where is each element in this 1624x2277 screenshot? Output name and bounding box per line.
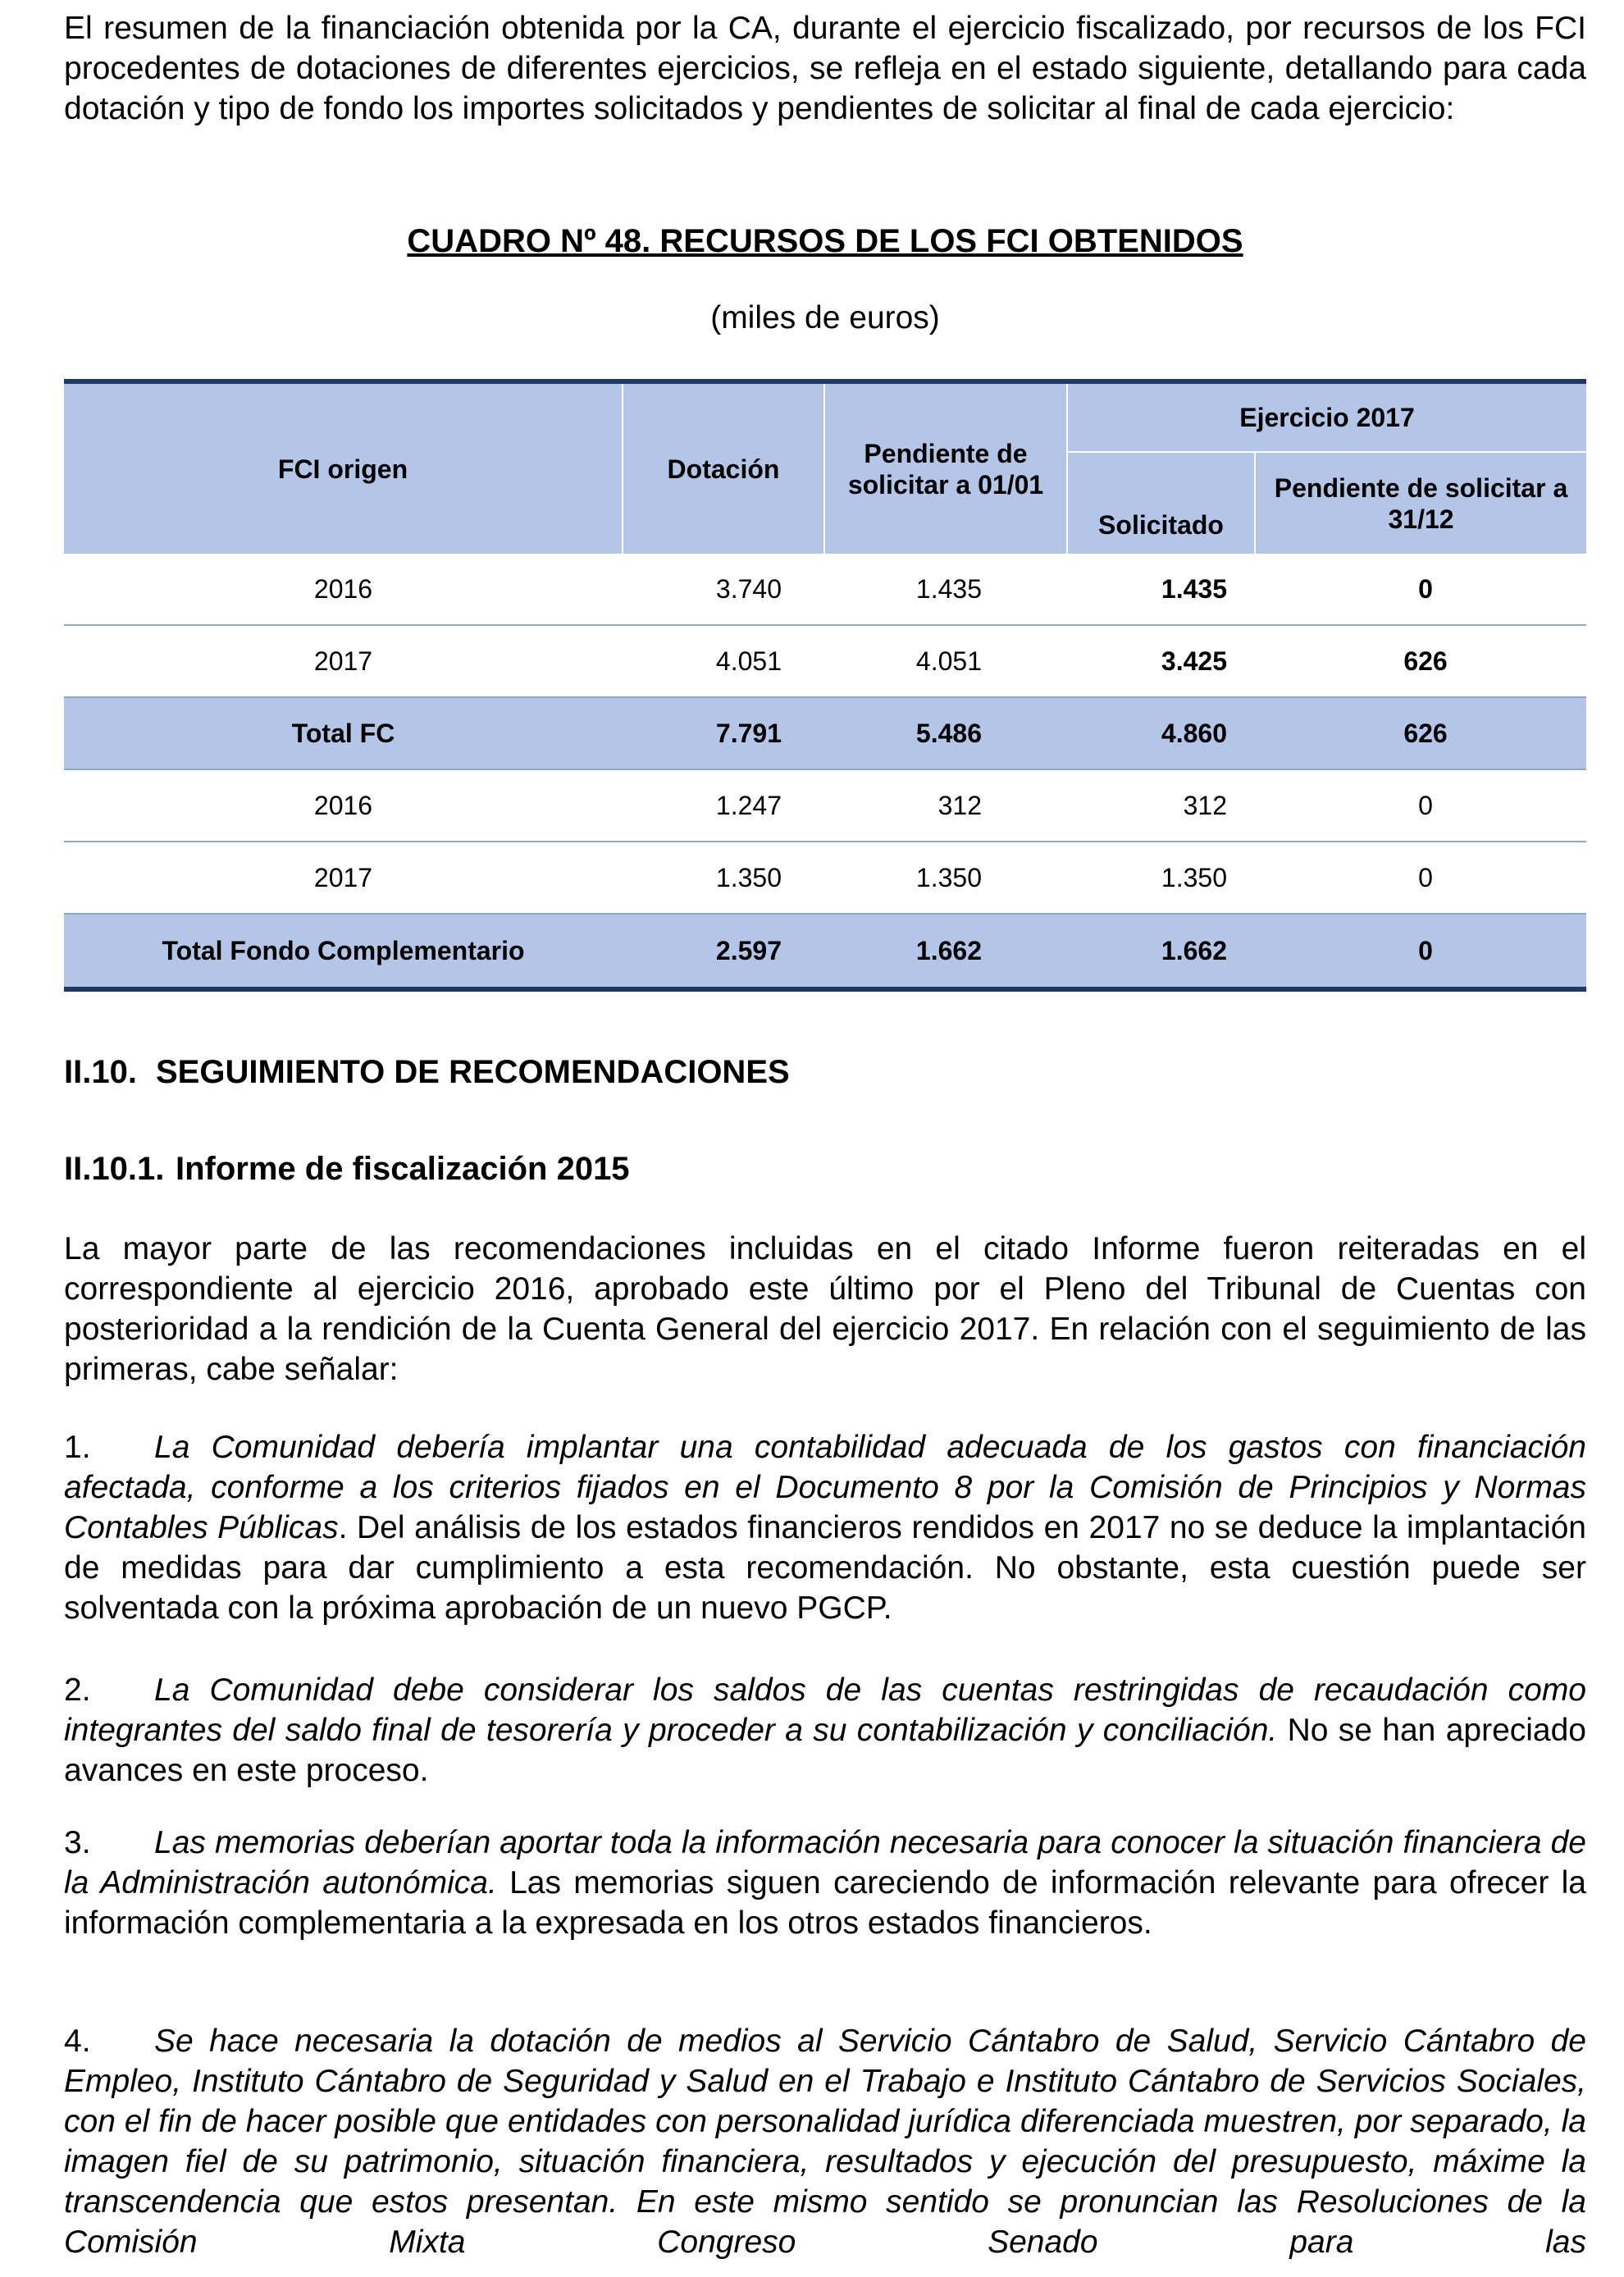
cell-solicitado: 312 [1067,769,1255,842]
recommendation-assessment: . Del análisis de los estados financieros rendidos en 2017 no se deduce la implantación de medidas para dar cumplimiento a esta recomendación. No obstante, esta cuestión puede ser solventada con la próxima aprobación de un nuevo PGCP. [64,1510,1586,1626]
subsection-title: Informe de fiscalización 2015 [176,1151,630,1187]
cell-solicitado: 4.860 [1067,697,1255,769]
header-fci-origen: FCI origen [64,381,623,554]
header-pendiente-fin: Pendiente de solicitar a 31/12 [1255,452,1586,554]
table-row [64,554,1586,625]
cell-pendiente-fin: 0 [1255,914,1586,989]
cell-dotacion: 3.740 [623,554,824,625]
cell-dotacion: 2.597 [623,914,824,989]
recommendation-number: 4. [64,2024,91,2059]
section-title: SEGUIMIENTO DE RECOMENDACIONES [156,1054,790,1090]
cell-solicitado: 3.425 [1067,625,1255,697]
header-solicitado: Solicitado [1067,452,1255,554]
table-row [64,625,1586,697]
cell-dotacion: 1.247 [623,769,824,842]
cell-solicitado: 1.435 [1067,554,1255,625]
recommendation-quote: Se hace necesaria la dotación de medios al Servicio Cántabro de Salud, Servicio Cántabro de Empleo, Instituto Cántabro de Seguridad y Salud en el Trabajo e Instituto Cántabro de Servicios Sociales, con el fin de hacer posible que entidades con personalidad jurídica diferenciada muestren, por separado, la imagen fiel de su patrimonio, situación financiera, resultados y ejecución del presupuesto, máxime la transcendencia que estos presentan. En este mismo sentido se pronuncian las Resoluciones de la Comisión Mixta Congreso Senado para las [64,2024,1586,2260]
recommendation-number: 2. [64,1672,91,1708]
cell-origin: 2017 [64,842,623,914]
cell-pendiente-fin: 0 [1255,842,1586,914]
cell-origin: Total Fondo Complementario [64,914,623,989]
cell-pendiente: 1.350 [824,842,1067,914]
recommendation-number: 1. [64,1430,91,1465]
header-dotacion: Dotación [623,381,824,554]
cell-pendiente: 312 [824,769,1067,842]
recommendation-quote: Las memorias deberían aportar toda la información necesaria para conocer la situación financiera de la Administración autonómica. [64,1825,1586,1901]
recommendation-quote: La Comunidad debería implantar una contabilidad adecuada de los gastos con financiación afectada, conforme a los criterios fijados en el Documento 8 por la Comisión de Principios y Normas Contables Públicas [64,1430,1586,1545]
header-pendiente-inicio: Pendiente de solicitar a 01/01 [824,381,1067,554]
cell-origin: 2016 [64,769,623,842]
cell-dotacion: 1.350 [623,842,824,914]
cell-pendiente: 5.486 [824,697,1067,769]
table-unit: (miles de euros) [710,300,940,335]
cell-pendiente-fin: 0 [1255,769,1586,842]
table-row [64,769,1586,842]
recommendation-quote: La Comunidad debe considerar los saldos de las cuentas restringidas de recaudación como integrantes del saldo final de tesorería y proceder a su contabilización y conciliación. [64,1672,1586,1748]
header-ejercicio: Ejercicio 2017 [1067,381,1586,452]
cell-origin: Total FC [64,697,623,769]
cell-pendiente-fin: 0 [1255,554,1586,625]
cell-dotacion: 4.051 [623,625,824,697]
cell-dotacion: 7.791 [623,697,824,769]
table-total-row [64,697,1586,769]
recommendation-assessment: No se han apreciado avances en este proceso. [64,1713,1587,1788]
subsection-number: II.10.1. [64,1151,165,1187]
recommendation-item [64,1670,1586,1791]
cell-pendiente-fin: 626 [1255,697,1586,769]
cell-pendiente: 4.051 [824,625,1067,697]
cell-origin: 2017 [64,625,623,697]
subsection-heading [64,1151,630,1188]
intro-paragraph: El resumen de la financiación obtenida por la CA, durante el ejercicio fiscalizado, por recursos de los FCI procedentes de dotaciones de diferentes ejercicios, se refleja en el estado siguiente, detallando para cada dotación y tipo de fondo los importes solicitados y pendientes de solicitar al final de cada ejercicio: [64,11,1586,126]
table-row [64,842,1586,914]
section-paragraph: La mayor parte de las recomendaciones incluidas en el citado Informe fueron reiteradas en el correspondiente al ejercicio 2016, aprobado este último por el Pleno del Tribunal de Cuentas con posterioridad a la rendición de la Cuenta General del ejercicio 2017. En relación con el seguimiento de las primeras, cabe señalar: [64,1231,1586,1387]
section-number: II.10. [64,1054,137,1090]
recommendation-number: 3. [64,1825,91,1860]
table-total-row [64,914,1586,989]
recommendation-item [64,1823,1586,1943]
fci-resources-table [64,379,1586,992]
table-title: CUADRO Nº 48. RECURSOS DE LOS FCI OBTENIDOS [407,223,1243,259]
cell-pendiente: 1.435 [824,554,1067,625]
cell-pendiente: 1.662 [824,914,1067,989]
cell-solicitado: 1.662 [1067,914,1255,989]
recommendation-item [64,1427,1586,1628]
recommendation-assessment: Las memorias siguen careciendo de información relevante para ofrecer la información complementaria a la expresada en los otros estados financieros. [64,1865,1586,1941]
section-heading [64,1054,790,1091]
cell-pendiente-fin: 626 [1255,625,1586,697]
cell-solicitado: 1.350 [1067,842,1255,914]
recommendation-item [64,2021,1586,2262]
cell-origin: 2016 [64,554,623,625]
